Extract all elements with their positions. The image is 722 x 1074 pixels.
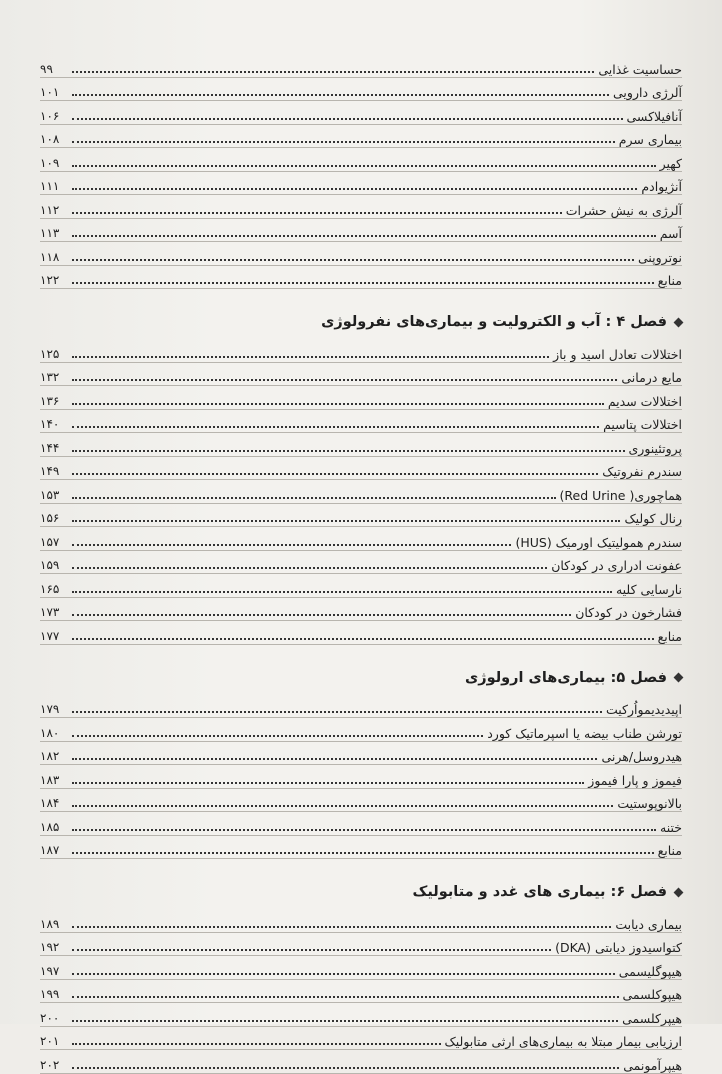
- toc-entry: [40, 78, 682, 102]
- entry-title: بیماری سرم: [618, 132, 682, 147]
- toc-entry: [40, 363, 682, 387]
- chapter-heading: [40, 309, 682, 335]
- entry-page-number: ۱۵۳: [40, 487, 60, 502]
- toc-entry: [40, 101, 682, 125]
- dot-leader: [72, 543, 511, 546]
- dot-leader: [72, 566, 547, 569]
- toc-entry: [40, 933, 682, 957]
- entry-title: اختلالات پتاسیم: [603, 417, 682, 432]
- entry-page-number: ۱۵۹: [40, 558, 60, 572]
- entry-page-number: ۱۱۸: [40, 249, 60, 264]
- toc-entry: [40, 54, 682, 78]
- dot-leader: [72, 449, 625, 452]
- toc-entry: [40, 812, 682, 836]
- entry-title: بیماری دیابت: [615, 916, 682, 932]
- dot-leader: [72, 828, 656, 831]
- toc-entry: [40, 386, 682, 410]
- entry-page-number: ۱۸۰: [40, 725, 60, 740]
- entry-page-number: ۱۷۹: [40, 702, 60, 716]
- entry-title: سندرم همولیتیک اورمیک (HUS): [515, 534, 682, 550]
- entry-page-number: ۱۲۵: [40, 346, 60, 361]
- toc-entry: [40, 695, 682, 719]
- entry-page-number: ۱۳۶: [40, 393, 60, 408]
- dot-leader: [72, 613, 571, 616]
- dot-leader: [72, 710, 602, 713]
- toc-entry: [40, 742, 682, 766]
- entry-title: حساسیت غذایی: [598, 61, 682, 77]
- toc-section: [40, 309, 682, 645]
- dot-leader: [72, 757, 597, 760]
- dot-leader: [72, 1066, 619, 1069]
- entry-title: اختلالات سدیم: [607, 393, 682, 409]
- toc-entry: [40, 1003, 682, 1027]
- entry-title: هیپرکلسمی: [622, 1010, 682, 1026]
- dot-leader: [72, 164, 656, 167]
- entry-page-number: ۱۸۴: [40, 796, 60, 810]
- entry-page-number: ۱۹۷: [40, 963, 60, 978]
- entry-page-number: ۲۰۱: [40, 1034, 60, 1048]
- toc-entry: [40, 1027, 682, 1051]
- entry-title: ارزیابی بیمار مبتلا به بیماری‌های ارثی متابولیک: [444, 1034, 682, 1049]
- entry-page-number: ۹۹: [40, 61, 53, 76]
- diamond-bullet-icon: [674, 317, 684, 327]
- entry-page-number: ۱۰۹: [40, 155, 60, 170]
- dot-leader: [72, 258, 634, 261]
- toc-entry: [40, 219, 682, 243]
- entry-title: فشارخون در کودکان: [575, 605, 682, 620]
- entry-page-number: ۱۴۴: [40, 440, 60, 455]
- entry-title: آنافیلاکسی: [626, 108, 682, 124]
- entry-page-number: ۱۰۱: [40, 85, 60, 99]
- entry-title: فیموز و پارا فیموز: [588, 772, 682, 788]
- dot-leader: [72, 851, 654, 854]
- toc-entry: [40, 339, 682, 363]
- entry-page-number: ۱۵۶: [40, 511, 60, 525]
- toc-entry: [40, 242, 682, 266]
- dot-leader: [72, 948, 551, 951]
- toc-entry: [40, 621, 682, 645]
- dot-leader: [72, 472, 598, 475]
- dot-leader: [72, 925, 611, 928]
- toc-section: [40, 54, 682, 289]
- toc-entry: [40, 980, 682, 1004]
- entry-title: بالانوپوستیت: [617, 796, 682, 811]
- toc-entry: [40, 195, 682, 219]
- chapter-title: فصل ۴ : آب و الکترولیت و بیماری‌های نفرولوژی: [321, 314, 667, 330]
- entry-title: هیدروسل/هرنی: [601, 749, 682, 764]
- entry-page-number: ۲۰۲: [40, 1057, 60, 1072]
- entry-page-number: ۱۵۷: [40, 534, 60, 549]
- chapter-title: فصل ۵: بیماری‌های ارولوژی: [465, 669, 667, 686]
- dot-leader: [72, 93, 609, 96]
- entry-page-number: ۱۰۶: [40, 108, 60, 123]
- entry-page-number: ۱۹۹: [40, 987, 60, 1001]
- dot-leader: [72, 117, 623, 120]
- entry-page-number: ۲۰۰: [40, 1010, 60, 1025]
- toc-section: [40, 665, 682, 860]
- diamond-bullet-icon: [674, 673, 684, 683]
- toc-entry: [40, 172, 682, 196]
- table-of-contents: [40, 54, 682, 1074]
- entry-title: آلرژی دارویی: [613, 85, 682, 100]
- diamond-bullet-icon: [674, 887, 684, 897]
- toc-entry: [40, 836, 682, 860]
- entry-page-number: ۱۸۵: [40, 819, 60, 834]
- entry-title: سندرم نفروتیک: [602, 464, 682, 479]
- dot-leader: [72, 425, 599, 428]
- entry-page-number: ۱۸۳: [40, 772, 60, 787]
- entry-title: کهیر: [659, 155, 682, 171]
- entry-page-number: ۱۲۲: [40, 273, 60, 287]
- dot-leader: [72, 234, 656, 237]
- entry-page-number: ۱۹۲: [40, 940, 60, 954]
- dot-leader: [72, 995, 619, 998]
- toc-entry: [40, 148, 682, 172]
- entry-title: هماچوری( Red Urine): [559, 487, 682, 503]
- toc-entry: [40, 789, 682, 813]
- entry-title: هیپوگلیسمی: [618, 963, 682, 979]
- entry-title: اختلالات تعادل اسید و باز: [553, 346, 682, 362]
- entry-title: نارسایی کلیه: [615, 581, 682, 597]
- entry-title: عفونت ادراری در کودکان: [551, 558, 682, 573]
- entry-title: رنال کولیک: [624, 511, 682, 526]
- toc-entry: [40, 410, 682, 434]
- chapter-heading: [40, 665, 682, 691]
- dot-leader: [72, 496, 556, 499]
- entry-title: منابع: [657, 843, 682, 858]
- dot-leader: [72, 1019, 618, 1022]
- entry-title: نوتروپنی: [637, 249, 682, 265]
- entry-page-number: ۱۱۳: [40, 226, 60, 240]
- toc-entry: [40, 956, 682, 980]
- entry-title: منابع: [657, 273, 682, 288]
- dot-leader: [72, 734, 483, 737]
- dot-leader: [72, 637, 654, 640]
- dot-leader: [72, 804, 613, 807]
- entry-page-number: ۱۰۸: [40, 132, 60, 146]
- entry-title: پروتئینوری: [628, 440, 682, 456]
- toc-section: [40, 879, 682, 1074]
- dot-leader: [72, 1042, 441, 1045]
- dot-leader: [72, 972, 615, 975]
- entry-title: هیپرآمونمی: [623, 1057, 682, 1073]
- toc-entry: [40, 266, 682, 290]
- toc-entry: [40, 909, 682, 933]
- dot-leader: [72, 378, 617, 381]
- chapter-heading: [40, 879, 682, 905]
- dot-leader: [72, 187, 637, 190]
- toc-entry: [40, 574, 682, 598]
- toc-entry: [40, 718, 682, 742]
- entry-title: ختنه: [660, 819, 682, 835]
- chapter-title: فصل ۶: بیماری های غدد و متابولیک: [412, 884, 667, 900]
- toc-entry: [40, 598, 682, 622]
- entry-title: هیپوکلسمی: [622, 987, 682, 1002]
- entry-page-number: ۱۶۵: [40, 581, 60, 596]
- dot-leader: [72, 355, 549, 358]
- toc-entry: [40, 527, 682, 551]
- entry-page-number: ۱۴۰: [40, 417, 60, 431]
- entry-title: منابع: [657, 628, 682, 644]
- toc-entry: [40, 1050, 682, 1074]
- dot-leader: [72, 519, 620, 522]
- entry-page-number: ۱۸۹: [40, 916, 60, 931]
- dot-leader: [72, 281, 654, 284]
- entry-title: آسم: [659, 226, 682, 241]
- entry-title: آلرژی به نیش حشرات: [565, 202, 682, 218]
- toc-entry: [40, 551, 682, 575]
- entry-page-number: ۱۴۹: [40, 464, 60, 478]
- toc-entry: [40, 457, 682, 481]
- toc-entry: [40, 504, 682, 528]
- toc-entry: [40, 433, 682, 457]
- entry-page-number: ۱۷۳: [40, 605, 60, 619]
- entry-page-number: ۱۳۲: [40, 370, 60, 384]
- entry-title: تورشن طناب بیضه یا اسپرماتیک کورد: [487, 725, 682, 741]
- dot-leader: [72, 781, 584, 784]
- dot-leader: [72, 70, 594, 73]
- entry-page-number: ۱۸۷: [40, 843, 60, 857]
- dot-leader: [72, 590, 612, 593]
- toc-entry: [40, 765, 682, 789]
- dot-leader: [72, 402, 604, 405]
- dot-leader: [72, 140, 615, 143]
- toc-entry: [40, 125, 682, 149]
- toc-entry: [40, 480, 682, 504]
- entry-page-number: ۱۱۱: [40, 179, 60, 193]
- entry-title: اپیدیدیمواُرکیت: [606, 702, 682, 717]
- entry-title: مایع درمانی: [621, 370, 682, 385]
- entry-title: کتواسیدوز دیابتی (DKA): [555, 940, 682, 955]
- entry-page-number: ۱۱۲: [40, 202, 60, 217]
- entry-title: آنژیوادم: [641, 179, 682, 194]
- dot-leader: [72, 211, 562, 214]
- entry-page-number: ۱۸۲: [40, 749, 60, 763]
- entry-page-number: ۱۷۷: [40, 628, 60, 643]
